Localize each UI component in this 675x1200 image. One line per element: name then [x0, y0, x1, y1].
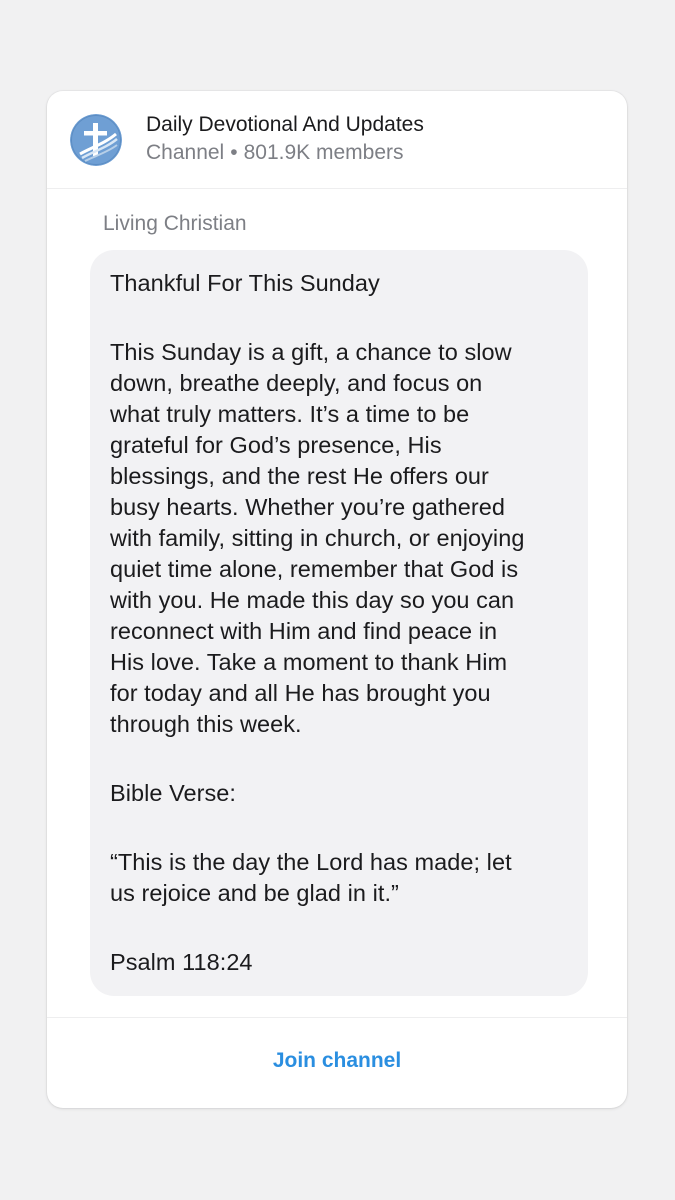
message-line: through this week. [110, 711, 302, 737]
message-line: blessings, and the rest He offers our [110, 463, 489, 489]
channel-header[interactable] [47, 91, 627, 189]
join-channel-button[interactable]: Join channel [272, 1049, 402, 1072]
message-line: This Sunday is a gift, a chance to slow [110, 339, 512, 365]
message-bubble [90, 250, 588, 996]
channel-meta [146, 141, 404, 165]
message-line: busy hearts. Whether you’re gathered [110, 494, 505, 520]
channel-preview-card [47, 91, 627, 1108]
channel-name: Daily Devotional And Updates [146, 113, 424, 136]
message-line: for today and all He has brought you [110, 680, 491, 706]
message-sender: Living Christian [103, 212, 247, 235]
channel-avatar[interactable] [70, 114, 122, 166]
verse-line: us rejoice and be glad in it.” [110, 880, 399, 906]
meta-separator: • [230, 141, 238, 164]
verse-line: “This is the day the Lord has made; let [110, 849, 512, 875]
message-line: with you. He made this day so you can [110, 587, 515, 613]
channel-type: Channel [146, 141, 225, 164]
message-title: Thankful For This Sunday [110, 270, 380, 296]
footer-divider [47, 1017, 627, 1018]
bible-verse-label: Bible Verse: [110, 780, 237, 806]
message-line: quiet time alone, remember that God is [110, 556, 519, 582]
message-line: with family, sitting in church, or enjoying [110, 525, 525, 551]
member-count: 801.9K members [243, 141, 404, 164]
message-line: grateful for God’s presence, His [110, 432, 442, 458]
message-line: His love. Take a moment to thank Him [110, 649, 508, 675]
cross-logo-icon [70, 114, 122, 166]
message-line: reconnect with Him and find peace in [110, 618, 498, 644]
message-line: what truly matters. It’s a time to be [110, 401, 470, 427]
message-line: down, breathe deeply, and focus on [110, 370, 483, 396]
verse-reference: Psalm 118:24 [110, 949, 253, 975]
